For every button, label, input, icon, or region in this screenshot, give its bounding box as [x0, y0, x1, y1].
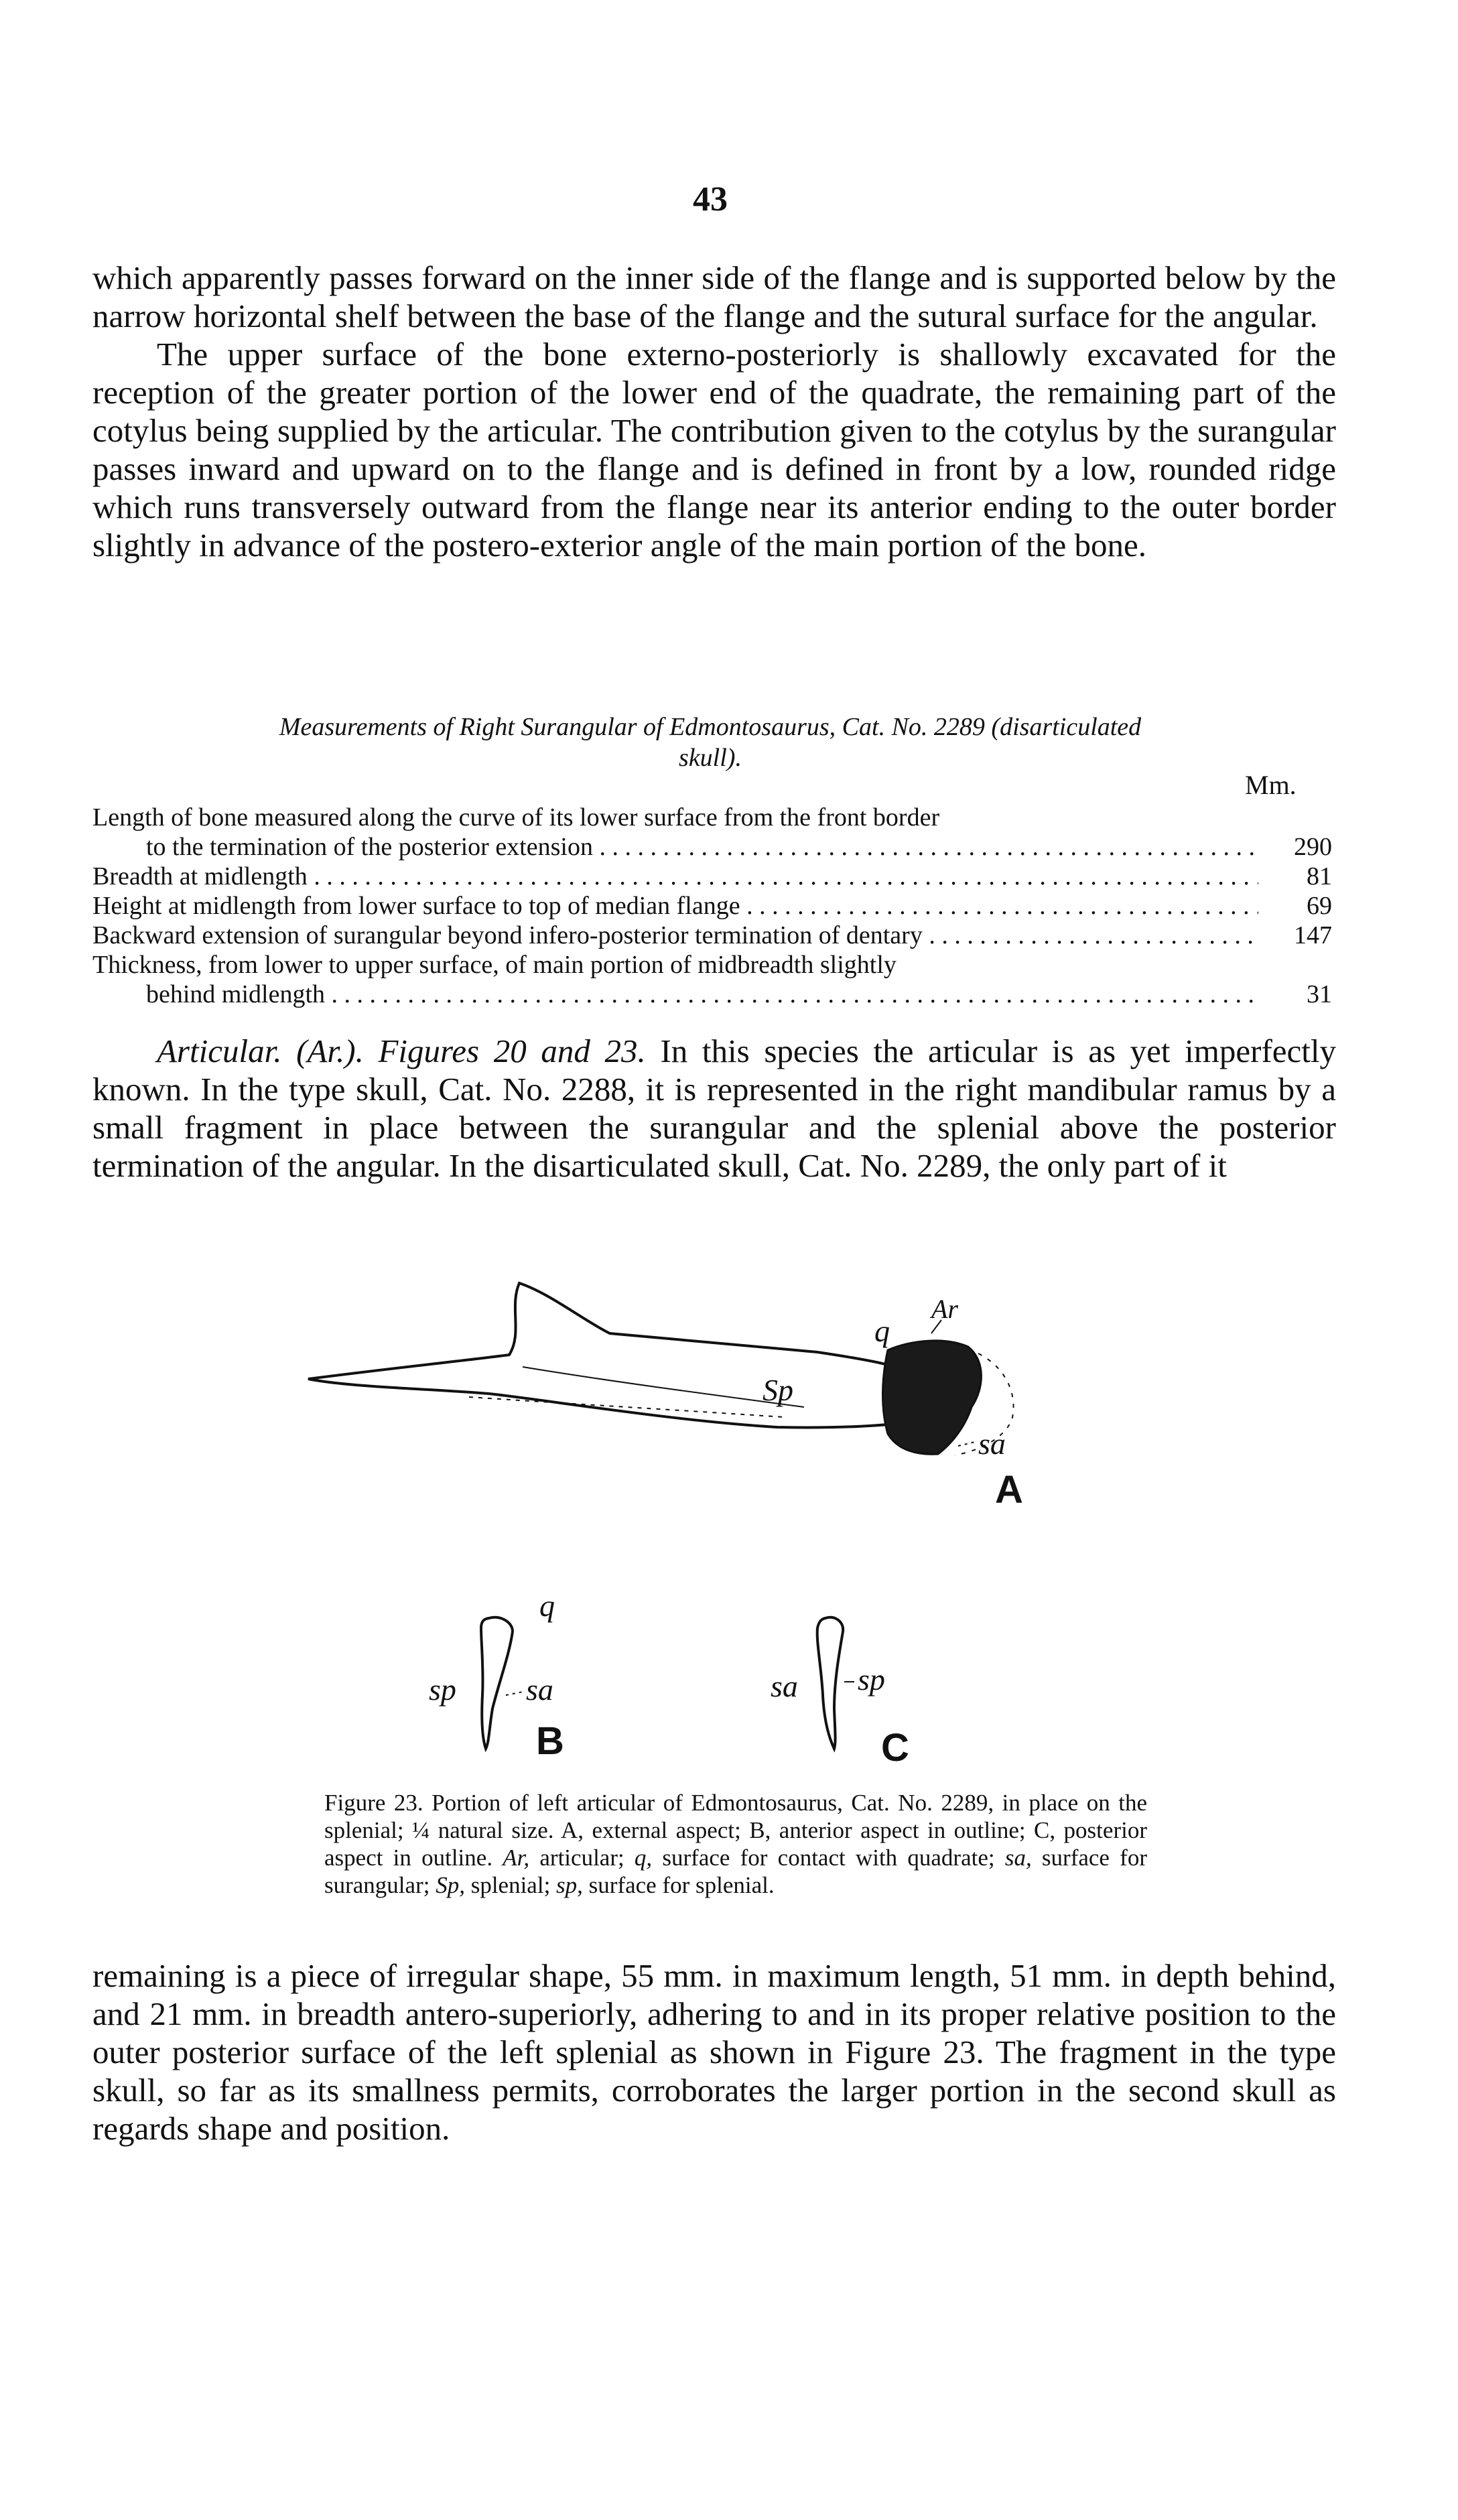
paragraph-2: The upper surface of the bone externo-posteriorly is shallowly excavated for the reception of the greater portion of the lower end of the quadrate, the remaining part of the cotylus being supplied by the articular. The contribution given to the cotylus by the surangular passes inward and upward on to the flange and is defined in front by a low, rounded ridge which runs transversely outward from the flange near its anterior ending to the outer border slightly in advance of the postero-exterior angle of the main portion of the bone.: [92, 336, 1336, 563]
leader-sa: [958, 1442, 975, 1446]
figure-23-drawing: [268, 1266, 1206, 1802]
panel-letter-a: A: [995, 1468, 1023, 1512]
paragraph-3-body: In this species the articular is as yet imperfectly known. In the type skull, Cat. No. 2288, it is represented in the right mandibular ramus by a small fragment in place between the surangular and the splenial above the posterior termination of the angular. In the disarticulated skull, Cat. No. 2289, the only part of it: [92, 1033, 1336, 1184]
panel-b-leader-sa: [506, 1692, 523, 1695]
measurement-value: 81: [1307, 862, 1332, 890]
label-ar: Ar: [931, 1294, 958, 1324]
measurement-row: [92, 862, 1332, 891]
paragraph-4: remaining is a piece of irregular shape, 55 mm. in maximum length, 51 mm. in depth behind, and 21 mm. in breadth antero-superiorly, adhering to and in its proper relative position to the outer posterior surface of the left splenial as shown in Figure 23. The fragment in the type skull, so far as its smallness permits, corroborates the larger portion in the second skull as regards shape and position.: [92, 1957, 1336, 2147]
articular-fragment: [883, 1341, 982, 1454]
measurements-caption: [141, 712, 1280, 773]
label-sp-c: sp: [858, 1662, 885, 1697]
caption-abbr-sp-cap: Sp,: [436, 1872, 465, 1898]
panel-c-outline: [817, 1617, 843, 1749]
label-sa-c: sa: [771, 1669, 798, 1703]
measurement-row: [92, 891, 1332, 921]
page-number: 43: [693, 180, 728, 218]
caption-abbr-ar-def: articular;: [539, 1845, 624, 1871]
panel-letter-c: C: [881, 1726, 909, 1770]
caption-abbr-sp-cap-def: splenial;: [470, 1872, 551, 1898]
measurement-label: Breadth at midlength . . .: [92, 862, 1258, 891]
label-q-a: q: [874, 1314, 890, 1348]
caption-abbr-sa-def: surface for surangular;: [324, 1845, 1147, 1898]
panel-letter-b: B: [536, 1719, 564, 1763]
label-sa-b: sa: [526, 1672, 553, 1707]
measurement-label-line1: Thickness, from lower to upper surface, of main portion of midbreadth slightly: [92, 951, 897, 979]
measurement-label: [92, 803, 1258, 862]
paragraph-3: [92, 1032, 1336, 1185]
caption-abbr-sa: sa,: [1004, 1845, 1032, 1871]
caption-abbr-ar: Ar,: [503, 1845, 530, 1871]
splenial-inner-line: [523, 1367, 804, 1407]
measurement-label: Backward extension of surangular beyond infero-posterior termination of dentary . . .: [92, 921, 1258, 950]
measurements-table: [92, 803, 1332, 1009]
measurement-value: 290: [1294, 833, 1332, 861]
caption-abbr-q: q,: [634, 1845, 653, 1871]
figure-caption: [324, 1789, 1147, 1899]
body-text-top: [92, 259, 1336, 564]
measurement-row: [92, 921, 1332, 950]
label-q-b: q: [539, 1589, 555, 1623]
panel-b-outline: [481, 1617, 513, 1749]
measurements-caption-line2: skull).: [679, 744, 742, 772]
measurement-row: [92, 803, 1332, 862]
section-heading-articular: Articular. (Ar.). Figures 20 and 23.: [157, 1033, 646, 1069]
label-sp-b: sp: [429, 1672, 456, 1707]
paragraph-1: which apparently passes forward on the inner side of the flange and is supported below by the narrow horizontal shelf between the base of the flange and the sutural surface for the angular.: [92, 259, 1336, 334]
measurements-caption-line1: Measurements of Right Surangular of Edmontosaurus, Cat. No. 2289 (disarticulated: [279, 713, 1142, 741]
caption-abbr-sp-def: surface for splenial.: [588, 1872, 775, 1898]
caption-part-a: A, external aspect; B, anterior aspect in outline; C, posterior aspect in outline.: [324, 1817, 1147, 1871]
measurement-row: [92, 950, 1332, 1009]
measurement-label: [92, 950, 1258, 1009]
measurement-label-line1: Length of bone measured along the curve of its lower surface from the front border: [92, 803, 940, 832]
caption-abbr-q-def: surface for contact with quadrate;: [662, 1845, 995, 1871]
measurement-label-line2: behind midlength . . .: [146, 980, 1258, 1009]
figure-23: [268, 1266, 1206, 1802]
body-text-bottom: [92, 1957, 1336, 2147]
measurement-value: 69: [1307, 892, 1332, 920]
caption-abbr-sp: sp,: [556, 1872, 583, 1898]
measurements-unit: Mm.: [1245, 770, 1297, 800]
caption-title: Figure 23. Portion of left articular of Edmontosaurus, Cat. No. 2289, in place on the splenial; ¼ natural size.: [324, 1790, 1147, 1843]
measurement-label-line2: to the termination of the posterior extension . . .: [146, 832, 1258, 862]
measurement-value: 31: [1307, 980, 1332, 1008]
splenial-inner-line-2: [469, 1397, 784, 1417]
measurement-value: 147: [1294, 921, 1332, 949]
body-text-articular: [92, 1032, 1336, 1185]
measurement-label: Height at midlength from lower surface to top of median flange . . .: [92, 891, 1258, 921]
label-sa-a: sa: [978, 1427, 1006, 1461]
label-sp-big: Sp: [763, 1373, 793, 1407]
